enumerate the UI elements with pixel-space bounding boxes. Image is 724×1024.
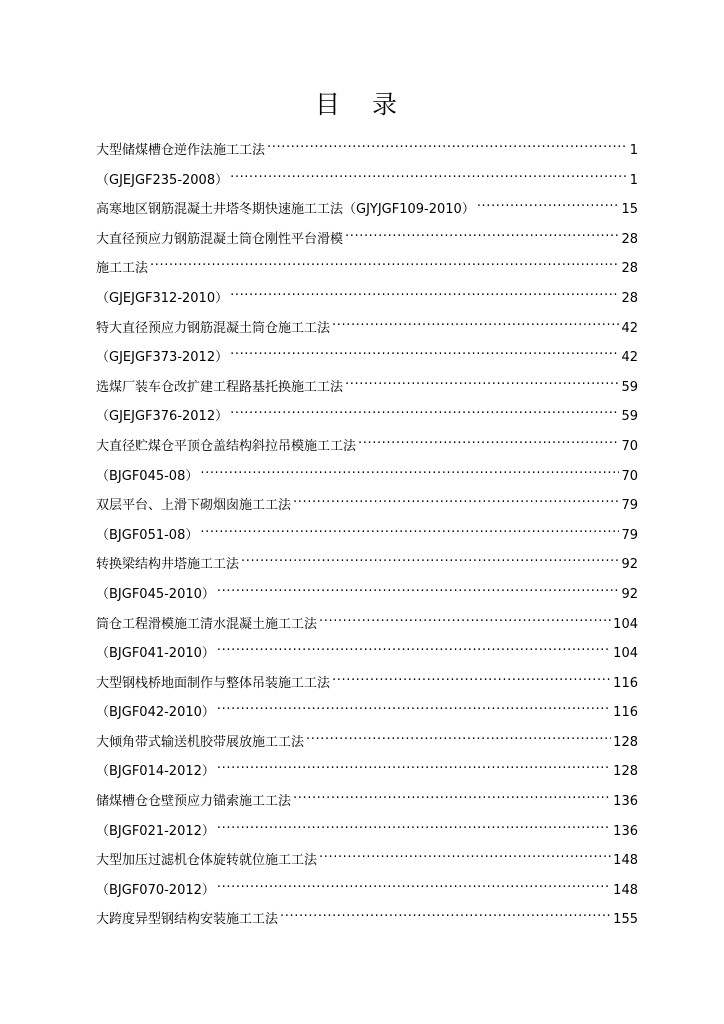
toc-entry-page-number: 116 [613,675,638,691]
toc-entry-page-number: 28 [621,231,638,247]
dot-leader [306,726,611,746]
toc-entry-title: （BJGF014-2012） [96,764,215,780]
dot-leader [217,874,611,894]
toc-entry-title: 筒仓工程滑模施工清水混凝土施工工法 [96,616,318,632]
toc-entry-title: （GJEJGF373-2012） [96,350,229,366]
toc-entry-title: 大倾角带式输送机胶带展放施工工法 [96,734,305,750]
toc-entry[interactable] [96,282,638,312]
toc-entry-page-number: 70 [621,438,638,454]
toc-entry-title: （BJGF051-08） [96,527,199,543]
dot-leader [230,341,619,361]
dot-leader [230,400,619,420]
toc-entry-title: （BJGF045-2010） [96,586,215,602]
dot-leader [345,371,619,391]
toc-title: 目 录 [315,90,409,119]
toc-list [96,134,638,933]
dot-leader [230,282,619,302]
toc-entry-title: （GJEJGF235-2008） [96,172,229,188]
toc-entry-page-number: 28 [621,261,638,277]
toc-entry-title: 储煤槽仓仓壁预应力锚索施工工法 [96,794,292,810]
toc-entry-title: （BJGF041-2010） [96,646,215,662]
dot-leader [241,548,619,568]
dot-leader [332,667,611,687]
toc-entry[interactable] [96,815,638,845]
toc-entry-title: （BJGF045-08） [96,468,199,484]
dot-leader [332,312,619,332]
toc-entry[interactable] [96,193,638,223]
toc-entry-title: 高寒地区钢筋混凝土井塔冬期快速施工工法（GJYJGF109-2010） [96,202,475,218]
dot-leader [217,637,611,657]
toc-entry-title: 大型储煤槽仓逆作法施工工法 [96,143,266,158]
toc-entry-page-number: 148 [613,853,638,869]
toc-entry-page-number: 28 [621,290,638,306]
toc-entry[interactable] [96,430,638,460]
toc-entry-page-number: 104 [613,646,638,662]
toc-entry[interactable] [96,489,638,519]
toc-entry[interactable] [96,460,638,490]
dot-leader [477,193,620,213]
toc-entry-page-number: 148 [613,882,638,898]
toc-entry[interactable] [96,637,638,667]
dot-leader [150,252,619,272]
toc-entry-title: 双层平台、上滑下砌烟囱施工工法 [96,498,292,514]
toc-entry[interactable] [96,726,638,756]
toc-entry-title: （BJGF070-2012） [96,882,215,898]
toc-entry-page-number: 79 [621,498,638,514]
toc-entry-page-number: 1 [629,172,638,188]
toc-entry[interactable] [96,134,638,164]
dot-leader [358,430,619,450]
toc-entry-page-number: 104 [613,616,638,632]
toc-entry-title: （GJEJGF376-2012） [96,409,229,425]
toc-entry-title: 大直径预应力钢筋混凝土筒仓刚性平台滑模 [96,231,344,247]
dot-leader [293,489,619,509]
dot-leader [217,696,611,716]
toc-entry[interactable] [96,785,638,815]
toc-entry[interactable] [96,755,638,785]
toc-entry-page-number: 136 [613,794,638,810]
toc-entry[interactable] [96,844,638,874]
toc-entry-title: （BJGF042-2010） [96,705,215,721]
toc-entry[interactable] [96,400,638,430]
toc-entry[interactable] [96,252,638,282]
dot-leader [200,519,619,539]
toc-entry-page-number: 42 [621,350,638,366]
dot-leader [319,844,611,864]
toc-entry-title: 大型钢栈桥地面制作与整体吊装施工工法 [96,675,331,691]
toc-entry-page-number: 59 [621,409,638,425]
dot-leader [280,903,611,923]
toc-entry-page-number: 1 [629,143,638,158]
toc-entry-page-number: 128 [613,764,638,780]
dot-leader [217,815,611,835]
toc-entry[interactable] [96,548,638,578]
dot-leader [267,134,628,154]
toc-entry-title: 大型加压过滤机仓体旋转就位施工工法 [96,853,318,869]
toc-entry-page-number: 59 [621,379,638,395]
dot-leader [319,608,611,628]
toc-entry-page-number: 42 [621,320,638,336]
toc-entry-page-number: 92 [621,557,638,573]
toc-entry[interactable] [96,608,638,638]
toc-entry-page-number: 128 [613,734,638,750]
toc-entry[interactable] [96,667,638,697]
toc-entry[interactable] [96,519,638,549]
toc-entry-title: （BJGF021-2012） [96,823,215,839]
toc-entry[interactable] [96,696,638,726]
toc-entry-title: 选煤厂装车仓改扩建工程路基托换施工工法 [96,379,344,395]
toc-entry[interactable] [96,371,638,401]
toc-entry-page-number: 15 [621,202,638,218]
toc-entry-page-number: 92 [621,586,638,602]
dot-leader [293,785,611,805]
dot-leader [345,223,619,243]
toc-entry-title: 大直径贮煤仓平顶仓盖结构斜拉吊模施工工法 [96,438,357,454]
toc-entry-page-number: 155 [613,912,638,928]
toc-entry-title: 施工工法 [96,261,149,277]
dot-leader [217,755,611,775]
toc-entry-page-number: 79 [621,527,638,543]
toc-entry[interactable] [96,312,638,342]
toc-entry[interactable] [96,164,638,194]
toc-entry-title: 大跨度异型钢结构安装施工工法 [96,912,279,928]
dot-leader [230,164,628,184]
toc-entry[interactable] [96,223,638,253]
toc-entry-page-number: 116 [613,705,638,721]
toc-entry-page-number: 70 [621,468,638,484]
dot-leader [200,460,619,480]
toc-entry-page-number: 136 [613,823,638,839]
toc-entry[interactable] [96,578,638,608]
toc-entry-title: （GJEJGF312-2010） [96,290,229,306]
dot-leader [217,578,620,598]
toc-entry-title: 转换梁结构井塔施工工法 [96,557,240,573]
toc-entry-title: 特大直径预应力钢筋混凝土筒仓施工工法 [96,320,331,336]
toc-entry[interactable] [96,903,638,933]
toc-entry[interactable] [96,874,638,904]
toc-entry[interactable] [96,341,638,371]
